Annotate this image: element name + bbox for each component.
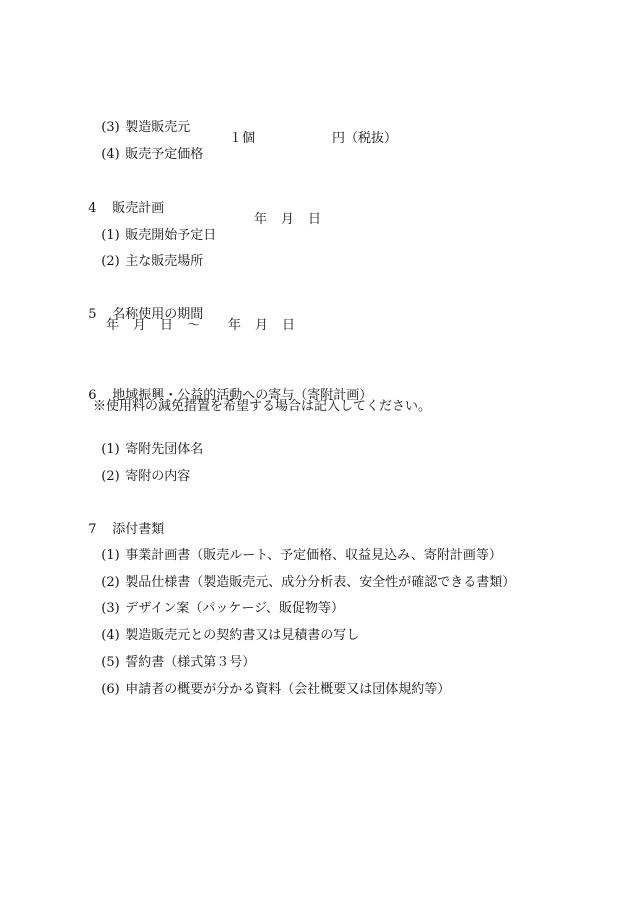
section-title: 名称使用の期間 [112, 307, 204, 322]
section-number: 6 [88, 388, 97, 403]
item-sales-start-date [93, 212, 217, 243]
item-label: 事業計画書（販売ルート、予定価格、収益見込み、寄附計画等） [125, 548, 502, 563]
section-heading [80, 291, 204, 322]
section-heading [80, 185, 165, 216]
date-day-label: 日 [308, 212, 322, 227]
item-label: デザイン案（パッケージ、販促物等） [125, 601, 345, 616]
item-number: (4) [101, 628, 120, 643]
period-tilde: 〜 [187, 318, 201, 333]
item-main-sales-location [93, 238, 204, 269]
section-number: 5 [88, 307, 97, 322]
item-number: (1) [101, 548, 120, 563]
item-number: (6) [101, 682, 120, 697]
item-manufacturer [93, 104, 191, 135]
section-heading [80, 506, 165, 537]
price-unit: 円（税抜） [332, 131, 398, 146]
item-planned-price [93, 131, 204, 162]
period-end-month: 月 [255, 318, 269, 333]
list-item [93, 585, 345, 616]
item-number: (2) [101, 575, 120, 590]
item-donation-recipient [93, 426, 204, 457]
section-title: 添付書類 [112, 522, 165, 537]
period-start-day: 日 [160, 318, 174, 333]
list-item [93, 612, 360, 643]
item-number: (1) [101, 228, 120, 243]
section-number: 4 [88, 201, 97, 216]
item-donation-content [93, 453, 191, 484]
item-label: 製造販売元との契約書又は見積書の写し [125, 628, 360, 643]
item-number: (2) [101, 254, 120, 269]
item-label: 主な販売場所 [125, 254, 204, 269]
item-number: (2) [101, 469, 120, 484]
date-month-label: 月 [281, 212, 295, 227]
period-end-year: 年 [228, 318, 242, 333]
period-start-year: 年 [106, 318, 120, 333]
item-number: (3) [101, 120, 120, 135]
item-label: 製品仕様書（製造販売元、成分分析表、安全性が確認できる書類） [125, 575, 516, 590]
section-note: ※使用料の減免措置を希望する場合は記入してください。 [93, 399, 432, 414]
item-label: 寄附の内容 [125, 469, 191, 484]
item-number: (4) [101, 147, 120, 162]
list-item [93, 639, 256, 670]
date-year-label: 年 [254, 212, 268, 227]
period-start-month: 月 [133, 318, 147, 333]
item-number: (1) [101, 442, 120, 457]
price-quantity: １個 [229, 131, 256, 146]
list-item [93, 532, 502, 563]
item-label: 申請者の概要が分かる資料（会社概要又は団体規約等） [125, 682, 451, 697]
list-item [93, 559, 516, 590]
item-label: 寄附先団体名 [125, 442, 204, 457]
item-label: 誓約書（様式第３号） [125, 655, 256, 670]
item-number: (3) [101, 601, 120, 616]
item-number: (5) [101, 655, 120, 670]
item-label: 製造販売元 [125, 120, 191, 135]
section-heading [80, 372, 373, 403]
section-title: 地域振興・公益的活動への寄与（寄附計画） [112, 388, 373, 403]
list-item [93, 666, 451, 697]
item-label: 販売開始予定日 [125, 228, 217, 243]
item-label: 販売予定価格 [125, 147, 204, 162]
section-number: 7 [88, 522, 97, 537]
section-title: 販売計画 [112, 201, 165, 216]
period-end-day: 日 [282, 318, 296, 333]
